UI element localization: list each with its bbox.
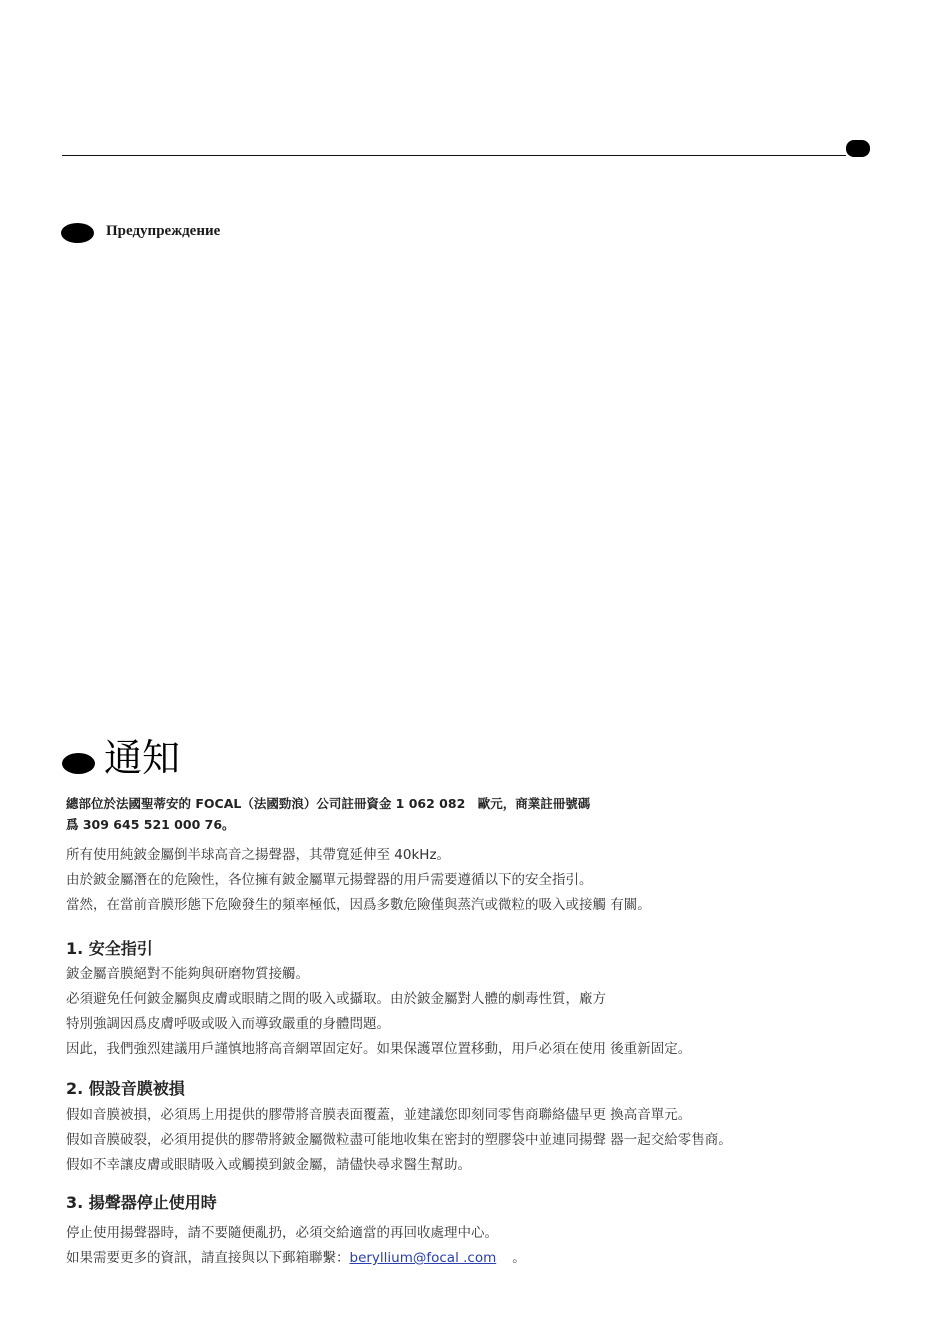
contact-prefix: 如果需要更多的資訊，請直接與以下郵箱聯繫： — [66, 1250, 350, 1266]
company-line-1: 總部位於法國聖蒂安的 FOCAL（法國勁浪）公司註冊資金 1 062 082 歐元，商業註冊號碼 — [66, 796, 591, 811]
language-tab-marker — [846, 140, 870, 157]
damage-line: 假如音膜破裂，必須用提供的膠帶將鈹金屬微粒盡可能地收集在密封的塑膠袋中並連同揚聲 器一起交給零售商。 — [66, 1132, 732, 1148]
disposal-line: 停止使用揚聲器時，請不要隨便亂扔，必須交給適當的再回收處理中心。 — [66, 1225, 498, 1241]
contact-email-link[interactable]: beryllium@focal .com — [349, 1250, 497, 1266]
damage-line: 假如不幸讓皮膚或眼睛吸入或觸摸到鈹金屬，請儘快尋求醫生幫助。 — [66, 1157, 471, 1173]
safety-paragraph — [66, 962, 691, 1062]
intro-paragraph — [66, 843, 651, 918]
damage-line: 假如音膜被損，必須馬上用提供的膠帶將音膜表面覆蓋，並建議您即刻同零售商聯絡儘早更 換高音單元。 — [66, 1107, 692, 1123]
header-rule — [62, 155, 846, 156]
russian-section-bullet — [61, 223, 94, 243]
russian-warning-heading: Предупреждение — [106, 223, 221, 239]
disposal-paragraph — [66, 1221, 526, 1271]
company-line-2: 爲 309 645 521 000 76。 — [66, 817, 235, 832]
contact-line — [66, 1246, 526, 1271]
chinese-section-bullet — [62, 753, 95, 774]
safety-line: 必須避免任何鈹金屬與皮膚或眼睛之間的吸入或攝取。由於鈹金屬對人體的劇毒性質，廠方 — [66, 991, 606, 1007]
intro-line: 當然，在當前音膜形態下危險發生的頻率極低，因爲多數危險僅與蒸汽或微粒的吸入或接觸 有關。 — [66, 897, 651, 913]
contact-suffix: 。 — [512, 1250, 526, 1266]
section-heading-damage: 2. 假設音膜被損 — [66, 1079, 185, 1098]
company-info — [66, 793, 590, 835]
safety-line: 因此，我們強烈建議用戶謹慎地將高音網罩固定好。如果保護罩位置移動，用戶必須在使用 後重新固定。 — [66, 1041, 692, 1057]
safety-line: 特別強調因爲皮膚呼吸或吸入而導致嚴重的身體問題。 — [66, 1016, 390, 1032]
safety-line: 鈹金屬音膜絕對不能夠與研磨物質接觸。 — [66, 966, 309, 982]
intro-line: 所有使用純鈹金屬倒半球高音之揚聲器，其帶寬延伸至 40kHz。 — [66, 847, 451, 863]
section-heading-safety: 1. 安全指引 — [66, 939, 153, 958]
section-heading-disposal: 3. 揚聲器停止使用時 — [66, 1193, 217, 1212]
intro-line: 由於鈹金屬潛在的危險性，各位擁有鈹金屬單元揚聲器的用戶需要遵循以下的安全指引。 — [66, 872, 593, 888]
damage-paragraph — [66, 1103, 732, 1178]
notice-title: 通知 — [104, 736, 181, 780]
